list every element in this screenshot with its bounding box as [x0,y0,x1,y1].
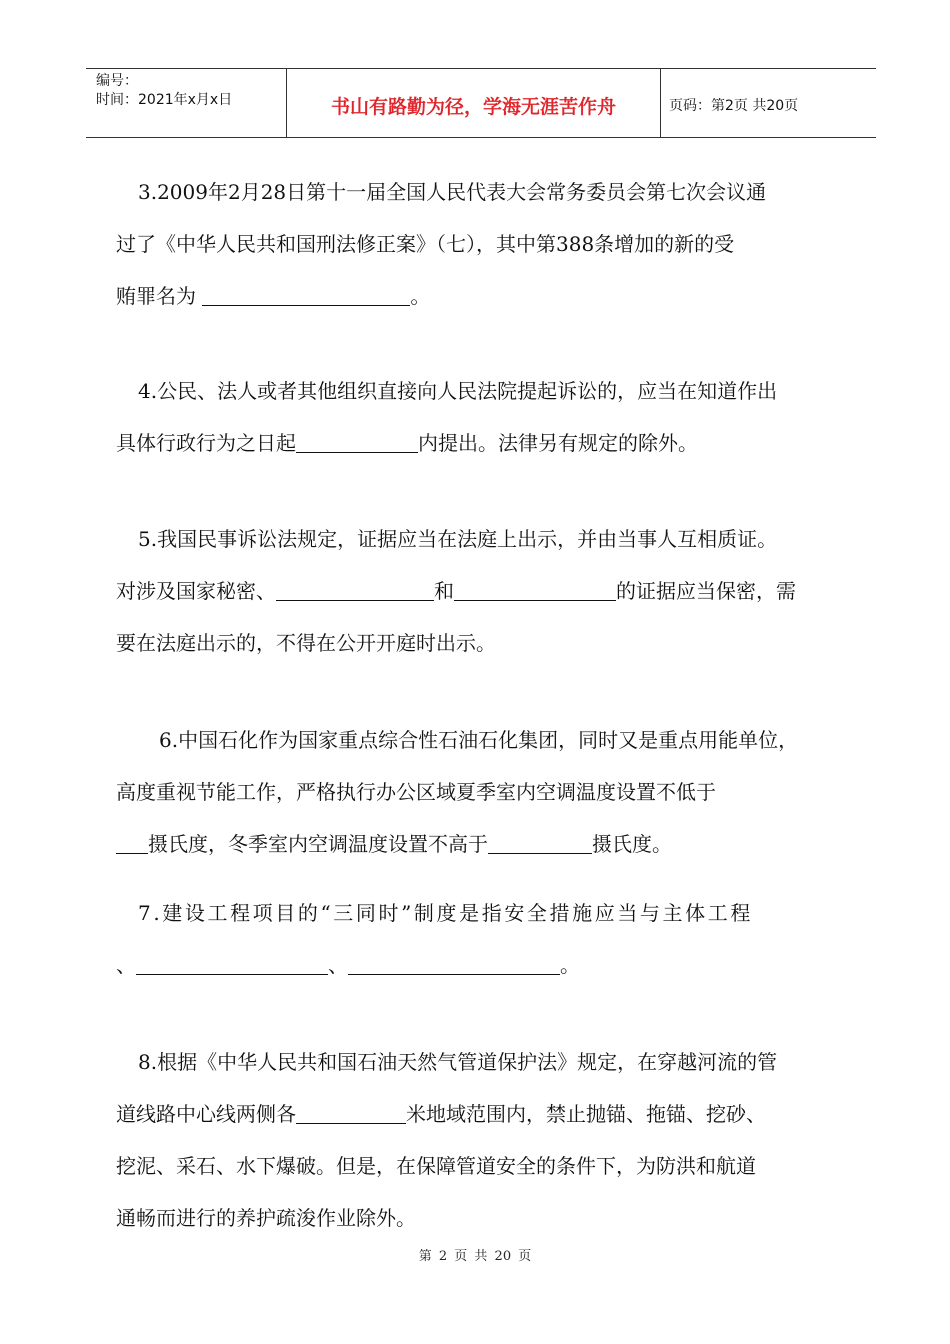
question-4-line-2-pre: 具体行政行为之日起 [116,431,296,455]
question-3-line-3 [116,270,851,322]
header-page-info: 页码：第2页 共20页 [669,98,799,114]
question-5-line-2 [116,565,851,617]
question-3-line-3-post: 。 [410,284,431,308]
number-label: 编号： [96,73,138,89]
question-8-line-1: 8.根据《中华人民共和国石油天然气管道保护法》规定，在穿越河流的管 [138,1050,778,1074]
question-7-line-2-post: 。 [560,953,580,977]
answer-blank[interactable] [488,833,592,854]
question-7-line-2-pre: 、 [116,953,136,977]
question-4 [116,365,851,469]
question-5-line-3: 要在法庭出示的，不得在公开开庭时出示。 [116,631,496,655]
question-5-line-2-pre: 对涉及国家秘密、 [116,579,276,603]
question-4-line-1: 4.公民、法人或者其他组织直接向人民法院提起诉讼的，应当在知道作出 [138,379,778,403]
question-6-line-2: 高度重视节能工作，严格执行办公区域夏季室内空调温度设置不低于 [116,780,716,804]
question-8-line-2-pre: 道线路中心线两侧各 [116,1102,296,1126]
header-motto: 书山有路勤为径，学海无涯苦作舟 [287,69,661,137]
question-8-line-2 [116,1088,851,1140]
answer-blank[interactable] [348,954,560,975]
answer-blank[interactable] [296,432,418,453]
question-8-line-3: 挖泥、采石、水下爆破。但是，在保障管道安全的条件下，为防洪和航道 [116,1154,756,1178]
question-7-line-2 [116,939,851,991]
question-6-line-3-mid: 摄氏度，冬季室内空调温度设置不高于 [148,832,488,856]
answer-blank[interactable] [202,285,410,306]
question-3-line-3-pre: 贿罪名为 [116,284,203,308]
question-6-line-3 [116,818,851,870]
answer-blank[interactable] [116,833,148,854]
question-7 [116,887,851,991]
question-8 [116,1036,851,1244]
question-3-line-2: 过了《中华人民共和国刑法修正案》（七），其中第388条增加的新的受 [116,232,735,256]
question-5-line-2-mid: 和 [434,579,454,603]
question-5 [116,513,851,669]
question-4-line-2-post: 内提出。法律另有规定的除外。 [418,431,698,455]
question-6-line-3-post: 摄氏度。 [592,832,672,856]
question-6 [116,714,851,870]
page-footer: 第 2 页 共 20 页 [418,1249,532,1264]
question-7-line-2-mid: 、 [328,953,348,977]
page-header [86,68,876,138]
question-6-line-1: 6.中国石化作为国家重点综合性石油石化集团，同时又是重点用能单位， [159,728,799,752]
question-7-line-1: 7.建设工程项目的“三同时”制度是指安全措施应当与主体工程 [138,901,753,925]
question-5-line-1: 5.我国民事诉讼法规定，证据应当在法庭上出示，并由当事人互相质证。 [138,527,778,551]
question-4-line-2 [116,417,851,469]
time-label: 时间：2021年x月x日 [96,92,233,108]
answer-blank[interactable] [276,580,434,601]
answer-blank[interactable] [136,954,328,975]
question-3 [116,166,851,322]
question-5-line-2-post: 的证据应当保密，需 [616,579,796,603]
answer-blank[interactable] [296,1103,406,1124]
question-8-line-4: 通畅而进行的养护疏浚作业除外。 [116,1206,416,1230]
question-3-line-1: 3.2009年2月28日第十一届全国人民代表大会常务委员会第七次会议通 [138,180,767,204]
header-meta [86,69,287,137]
question-8-line-2-post: 米地域范围内，禁止抛锚、拖锚、挖砂、 [406,1102,766,1126]
answer-blank[interactable] [454,580,616,601]
